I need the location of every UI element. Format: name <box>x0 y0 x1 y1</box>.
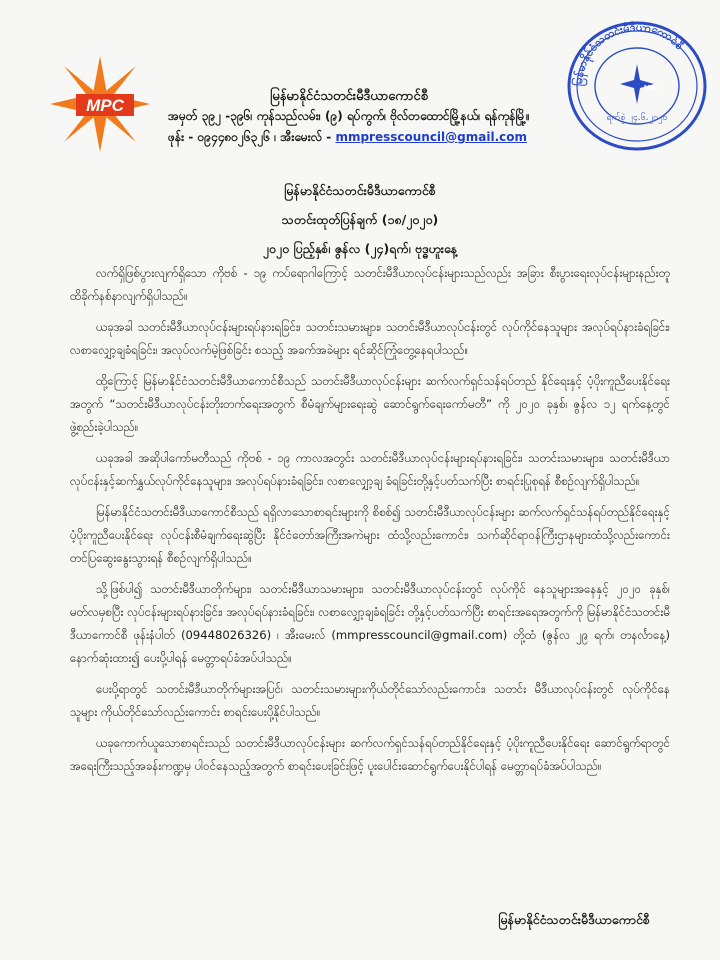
letterhead-contact <box>168 127 568 148</box>
signature-org: မြန်မာနိုင်ငံသတင်းမီဒီယာကောင်စီ <box>498 912 650 927</box>
svg-text:MPC: MPC <box>86 96 124 115</box>
statement-body <box>70 262 670 786</box>
official-seal <box>562 16 712 152</box>
paragraph: ယခုကောက်ယူသောစာရင်းသည် သတင်းမီဒီယာလုပ်ငန်းများ ဆက်လက်ရှင်သန်ရပ်တည်နိုင်ရေးနှင့် ပံ့ပိုးကူညီပေးနိုင်ရေး ဆောင်ရွက်ရာတွင် အရေးကြီးသည့်အခန်းကဏ္ဍမှ ပါဝင်နေသည့်အတွက် စာရင်းပေးခြင်းဖြင့် ပူးပေါင်းဆောင်ရွက်ပေးနိုင်ပါရန် မေတ္တာရပ်ခံအပ်ပါသည်။ <box>70 736 670 773</box>
statement-date: ၂၀၂၀ ပြည့်နှစ်၊ ဇွန်လ (၂၄)ရက်၊ ဗုဒ္ဓဟူးနေ့ <box>262 241 458 256</box>
letterhead-email-link[interactable]: mmpresscouncil@gmail.com <box>335 130 527 144</box>
paragraph: သို့ဖြစ်ပါ၍ သတင်းမီဒီယာတိုက်များ၊ သတင်းမီဒီယာသမားများ၊ သတင်းမီဒီယာလုပ်ငန်းတွင် လုပ်ကိုင် နေသူများအနေနှင့် ၂၀၂၀ ခုနှစ်၊ မတ်လမှစပြီး လုပ်ငန်းများရပ်နားခြင်း၊ အလုပ်ရပ်နားခံရခြင်း၊ လစာလျှော့ချခံရခြင်း တို့နှင့်ပတ်သက်ပြီး စာရင်းအရေအတွက်ကို မြန်မာနိုင်ငံသတင်းမီဒီယာကောင်စီ ဖုန်းနံပါတ် (09448026326) ၊ အီးမေးလ် (mmpresscouncil@gmail.com) တို့ထံ (ဇွန်လ ၂၉ ရက်၊ တနင်္လာနေ့) နောက်ဆုံးထား၍ ပေးပို့ပါရန် မေတ္တာရပ်ခံအပ်ပါသည်။ <box>70 582 670 665</box>
paragraph: မြန်မာနိုင်ငံသတင်းမီဒီယာကောင်စီသည် ရရှိလာသောစာရင်းများကို စိစစ်၍ သတင်းမီဒီယာလုပ်ငန်းများ ဆက်လက်ရှင်သန်ရပ်တည်နိုင်ရေးနှင့် ပံ့ပိုးကူညီပေးနိုင်ရေး လုပ်ငန်းစီမံချက်ရေးဆွဲပြီး နိုင်ငံတော်အကြီးအကဲများ ထံသို့လည်းကောင်း၊ သက်ဆိုင်ရာဝန်ကြီးဌာနများထံသို့လည်းကောင်း တင်ပြဆွေးနွေးသွားရန် စီစဉ်လျက်ရှိပါသည်။ <box>70 505 670 565</box>
letterhead-address: အမှတ် ၃၉၂ -၃၉၆၊ ကုန်သည်လမ်း၊ (၉) ရပ်ကွက်၊ ဗိုလ်တထောင်မြို့နယ်၊ ရန်ကုန်မြို့။ <box>168 109 530 123</box>
statement-number: သတင်းထုတ်ပြန်ချက် (၁၈/၂၀၂၀) <box>281 212 439 227</box>
paragraph: ယခုအခါ သတင်းမီဒီယာလုပ်ငန်းများရပ်နားရခြင်း၊ သတင်းသမားများ၊ သတင်းမီဒီယာလုပ်ငန်းတွင် လုပ်ကိုင်နေသူများ အလုပ်ရပ်နားခံရခြင်း၊ လစာလျှော့ချခံရခြင်း၊ အလုပ်လက်မဲ့ဖြစ်ခြင်း စသည့် အခက်အခဲများ ရင်ဆိုင်ကြုံတွေ့နေရပါသည်။ <box>70 320 670 357</box>
paragraph: လက်ရှိဖြစ်ပွားလျက်ရှိသော ကိုဗစ် - ၁၉ ကပ်ရောဂါကြောင့် သတင်းမီဒီယာလုပ်ငန်းများသည်လည်း အခြား စီးပွားရေးလုပ်ငန်းများနည်းတူ ထိခိုက်နစ်နာလျက်ရှိပါသည်။ <box>70 266 670 303</box>
paragraph: ပေးပို့ရာတွင် သတင်းမီဒီယာတိုက်များအပြင်၊ သတင်းသမားများကိုယ်တိုင်သော်လည်းကောင်း၊ သတင်း မီဒီယာလုပ်ငန်းတွင် လုပ်ကိုင်နေသူများ ကိုယ်တိုင်သော်လည်းကောင်း စာရင်းပေးပို့နိုင်ပါသည်။ <box>70 682 670 719</box>
paragraph: ယခုအခါ အဆိုပါကော်မတီသည် ကိုဗစ် - ၁၉ ကာလအတွင်း သတင်းမီဒီယာလုပ်ငန်းများရပ်နားရခြင်း၊ သတင်းသမားများ၊ သတင်းမီဒီယာလုပ်ငန်းနှင့်ဆက်နွှယ်လုပ်ကိုင်နေသူများ၊ အလုပ်ရပ်နားခံရခြင်း၊ လစာလျှော့ချ ခံရခြင်းတို့နှင့်ပတ်သက်ပြီး စာရင်းပြုစုရန် စီစဉ်လျက်ရှိပါသည်။ <box>70 451 670 488</box>
statement-org-title: မြန်မာနိုင်ငံသတင်းမီဒီယာကောင်စီ <box>284 183 436 198</box>
svg-text:မြန်မာနိုင်ငံသတင်းမီဒီယာကောင်စ: မြန်မာနိုင်ငံသတင်းမီဒီယာကောင်စီ <box>571 20 687 87</box>
letterhead-phone: ဖုန်း - ၀၉၄၄၈၀၂၆၃၂၆ ၊ အီးမေးလ် - <box>168 130 332 144</box>
letterhead <box>168 88 568 148</box>
statement-header <box>0 176 720 263</box>
svg-text:MPC: MPC <box>644 85 660 92</box>
letterhead-org-name: မြန်မာနိုင်ငံသတင်းမီဒီယာကောင်စီ <box>270 89 428 104</box>
paragraph: ထို့ကြောင့် မြန်မာနိုင်ငံသတင်းမီဒီယာကောင်စီသည် သတင်းမီဒီယာလုပ်ငန်းများ ဆက်လက်ရှင်သန်ရပ်တည် နိုင်ရေးနှင့် ပံ့ပိုးကူညီပေးနိုင်ရေးအတွက် “သတင်းမီဒီယာလုပ်ငန်းတိုးတက်ရေးအတွက် စီမံချက်များရေးဆွဲ ဆောင်ရွက်ရေးကော်မတီ” ကို ၂၀၂၀ ခုနှစ်၊ ဇွန်လ ၁၂ ရက်နေ့တွင် ဖွဲ့စည်းခဲ့ပါသည်။ <box>70 374 670 434</box>
svg-text:ရက်စွဲ ၂၄.၆.၂၀၂၀: ရက်စွဲ ၂၄.၆.၂၀၂၀ <box>606 113 668 123</box>
